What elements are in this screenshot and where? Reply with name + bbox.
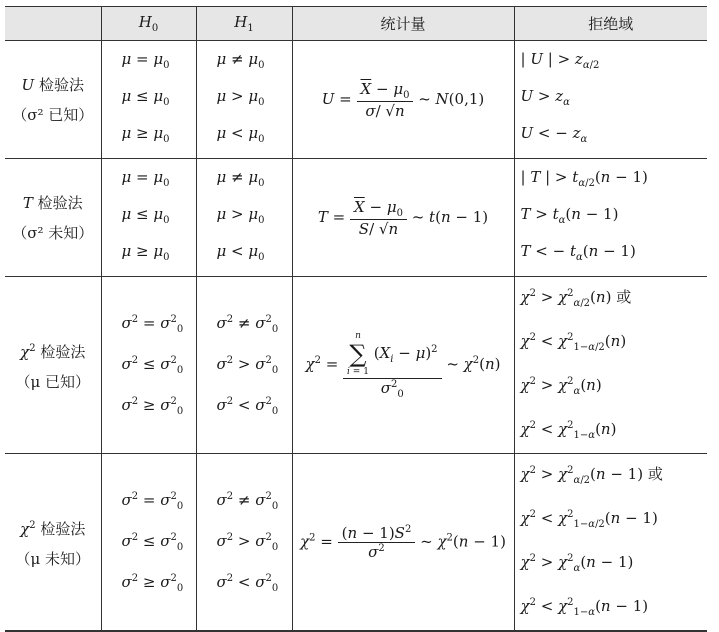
- table-row-chi-known: [5, 277, 707, 454]
- h1-t-test: $\mu \ne \mu_0$ $\mu > \mu_0$ $\mu < \mu_0$: [196, 159, 292, 277]
- h0-chi-known: $\sigma^2 = \sigma^2_0$ $\sigma^2 \le \sigma^2_0$ $\sigma^2 \ge \sigma^2_0$: [101, 277, 196, 454]
- reject-t-test: | T | > $t_{\alpha/2}(n - 1)$ $T > t_\alpha(n - 1)$ T < − $t_\alpha(n - 1)$: [514, 159, 707, 277]
- header-row: [5, 7, 707, 41]
- h0-u-test: $\mu = \mu_0$ $\mu \le \mu_0$ $\mu \ge \mu_0$: [101, 41, 196, 159]
- h0-chi-unknown: $\sigma^2 = \sigma^2_0$ $\sigma^2 \le \sigma^2_0$ $\sigma^2 \ge \sigma^2_0$: [101, 454, 196, 632]
- method-chi-unknown: $\chi^2$ 检验法 （μ 未知）: [5, 454, 101, 632]
- statistic-chi-unknown: $\chi^2$ = $\frac{(n - 1)S^2}{\sigma^2}$ ~ $\chi^2(n - 1)$: [292, 454, 514, 632]
- header-statistic: 统计量: [292, 7, 514, 41]
- header-h0: $H_0$: [101, 7, 196, 41]
- h1-chi-known: $\sigma^2 \ne \sigma^2_0$ $\sigma^2 > \sigma^2_0$ $\sigma^2 < \sigma^2_0$: [196, 277, 292, 454]
- statistic-chi-known: $\chi^2$ = n ∑ i = 1 $(X_i - \mu)^2$ $\sigma^2_0$ ~ $\chi^2(n)$: [292, 277, 514, 454]
- statistic-t-test: T = $\frac{\overline{X} - \mu_0}{S/ √n}$ ~ t(n − 1): [292, 159, 514, 277]
- reject-chi-known: $\chi^2 > \chi^2_{\alpha/2}(n)$ 或 $\chi^2 < \chi^2_{1-\alpha/2}(n)$ $\chi^2 > \chi^2_\alpha(n)$ $\chi^2 < \chi^2_{1-\alpha}(n)$: [514, 277, 707, 454]
- table-row-t-test: [5, 159, 707, 277]
- method-u-test: U 检验法 （σ² 已知）: [5, 41, 101, 159]
- table-row-chi-unknown: [5, 454, 707, 632]
- hypothesis-test-table: [5, 6, 707, 632]
- reject-chi-unknown: $\chi^2 > \chi^2_{\alpha/2}(n - 1)$ 或 $\chi^2 < \chi^2_{1-\alpha/2}(n - 1)$ $\chi^2 > \chi^2_\alpha(n - 1)$ $\chi^2 < \chi^2_{1-\alpha}(n - 1)$: [514, 454, 707, 632]
- reject-u-test: | U | > $z_{\alpha/2}$ $U > z_\alpha$ U < − $z_\alpha$: [514, 41, 707, 159]
- h1-chi-unknown: $\sigma^2 \ne \sigma^2_0$ $\sigma^2 > \sigma^2_0$ $\sigma^2 < \sigma^2_0$: [196, 454, 292, 632]
- h0-t-test: $\mu = \mu_0$ $\mu \le \mu_0$ $\mu \ge \mu_0$: [101, 159, 196, 277]
- header-method: [5, 7, 101, 41]
- header-rejection-region: 拒绝域: [514, 7, 707, 41]
- method-chi-known: $\chi^2$ 检验法 （μ 已知）: [5, 277, 101, 454]
- table-row-u-test: [5, 41, 707, 159]
- statistic-u-test: U = $\frac{\overline{X} - \mu_0}{\sigma/ √n}$ ~ N(0,1): [292, 41, 514, 159]
- method-t-test: T 检验法 （σ² 未知）: [5, 159, 101, 277]
- header-h1: $H_1$: [196, 7, 292, 41]
- h1-u-test: $\mu \ne \mu_0$ $\mu > \mu_0$ $\mu < \mu_0$: [196, 41, 292, 159]
